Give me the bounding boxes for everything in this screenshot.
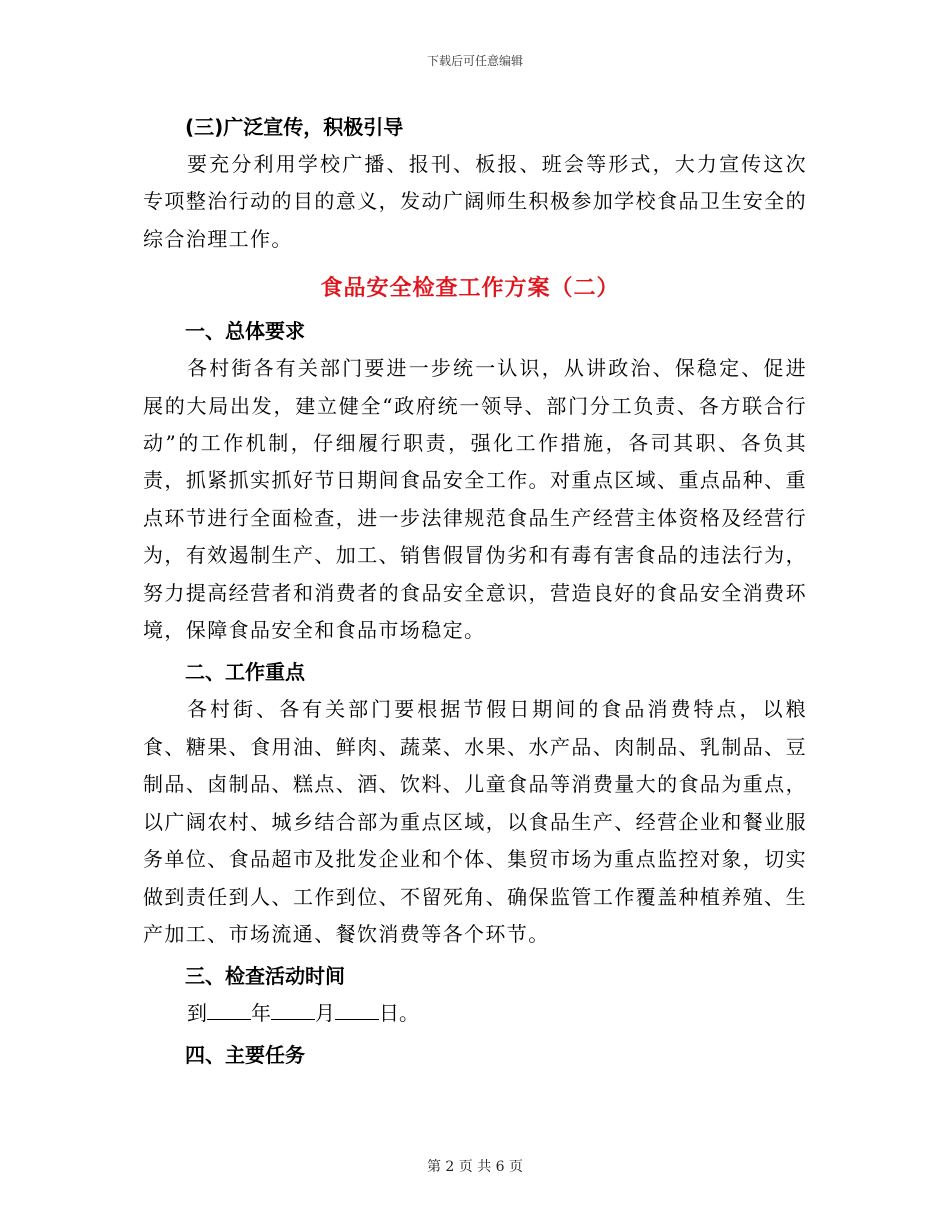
section-text-publicity: 要充分利用学校广播、报刊、板报、班会等形式，大力宣传这次专项整治行动的目的意义，发动广阔师生积极参加学校食品卫生安全的综合治理工作。 (143, 152, 807, 251)
month-blank (271, 1001, 315, 1020)
date-month-label: 月 (315, 1001, 335, 1026)
section-text-general-requirements: 各村街各有关部门要进一步统一认识，从讲政治、保稳定、促进展的大局出发，建立健全“政府统一领导、部门分工负责、各方联合行动”的工作机制，仔细履行职责，强化工作措施，各司其职、各负其责，抓紧抓实抓好节日期间食品安全工作。对重点区域、重点品种、重点环节进行全面检查，进一步法律规范食品生产经营主体资格及经营行为，有效遏制生产、加工、销售假冒伪劣和有毒有害食品的违法行为，努力提高经营者和消费者的食品安全意识，营造良好的食品安全消费环境，保障食品安全和食品市场稳定。 (143, 356, 807, 643)
year-blank (207, 1001, 251, 1020)
day-blank (335, 1001, 379, 1020)
document-body (143, 108, 807, 1074)
section-heading-inspection-time: 三、检查活动时间 (185, 964, 345, 989)
page-header-note: 下载后可任意编辑 (426, 54, 523, 68)
section-text-work-focus: 各村街、各有关部门要根据节假日期间的食品消费特点，以粮食、糖果、食用油、鲜肉、蔬菜、水果、水产品、肉制品、乳制品、豆制品、卤制品、糕点、酒、饮料、儿童食品等消费量大的食品为重点，以广阔农村、城乡结合部为重点区域，以食品生产、经营企业和餐业服务单位、食品超市及批发企业和个体、集贸市场为重点监控对象，切实做到责任到人、工作到位、不留死角、确保监管工作覆盖种植养殖、生产加工、市场流通、餐饮消费等各个环节。 (143, 697, 807, 946)
section-heading-publicity: (三)广泛宣传，积极引导 (185, 115, 404, 139)
section-heading-work-focus: 二、工作重点 (185, 660, 305, 685)
section-heading-general-requirements: 一、总体要求 (185, 319, 305, 344)
date-prefix: 到 (187, 1001, 207, 1026)
section-heading-main-tasks: 四、主要任务 (185, 1043, 305, 1068)
document-title: 食品安全检查工作方案（二） (320, 276, 620, 302)
inspection-date-line (143, 995, 807, 1032)
date-year-label: 年 (251, 1001, 271, 1026)
page-number-footer: 第 2 页 共 6 页 (426, 1159, 524, 1175)
date-day-label: 日。 (379, 1001, 419, 1026)
